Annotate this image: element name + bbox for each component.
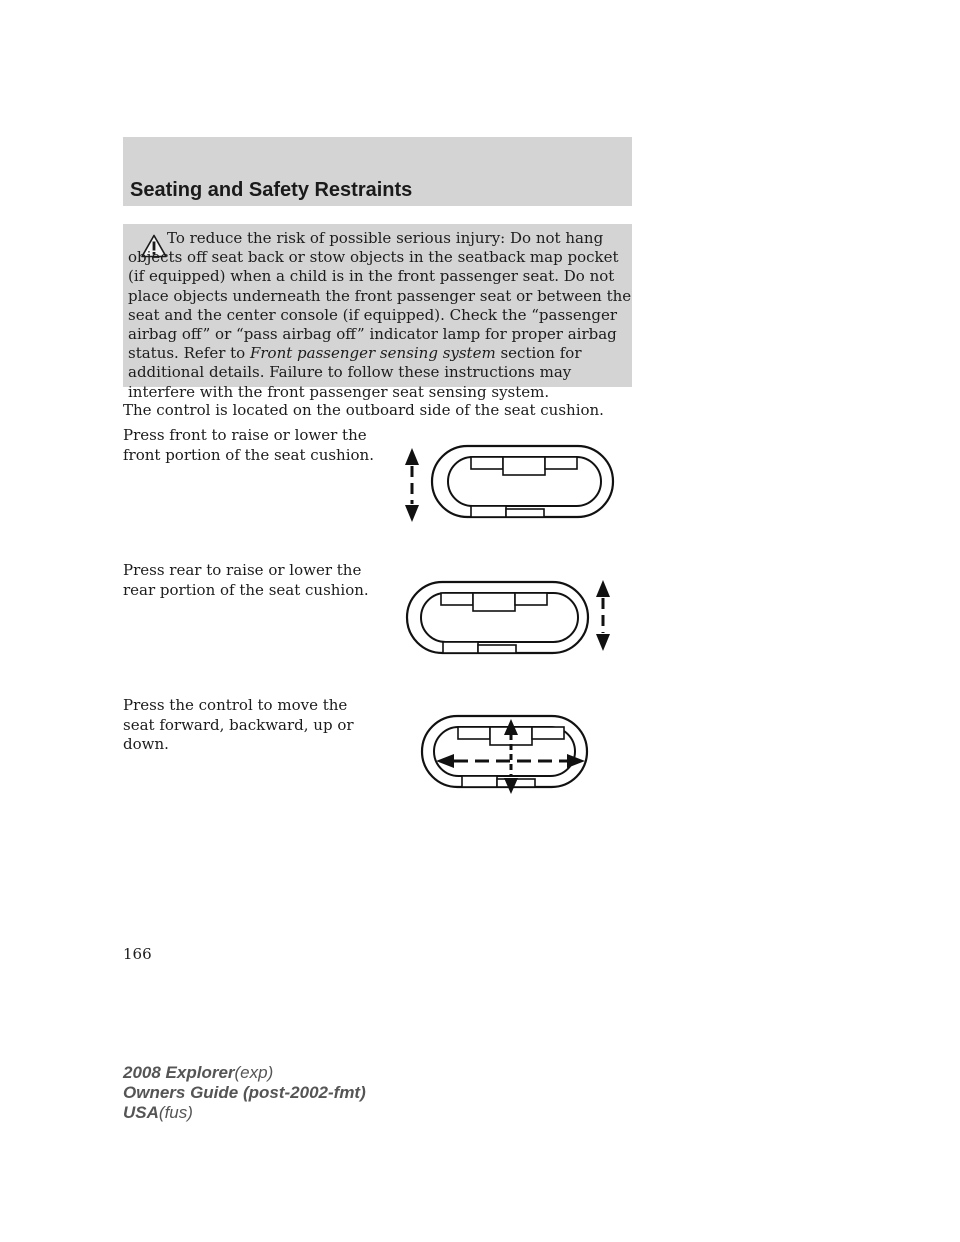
intro-paragraph: The control is located on the outboard side of the seat cushion. <box>123 401 604 419</box>
seat-movement-control-diagram <box>418 712 593 797</box>
footer-line-guide: Owners Guide (post-2002-fmt) <box>123 1083 366 1102</box>
arrow-down-icon <box>405 505 419 522</box>
front-instruction: Press front to raise or lower the front portion of the seat cushion. <box>123 426 374 464</box>
footer-line-model: 2008 Explorer(exp) <box>123 1063 274 1082</box>
front-passenger-sensing-reference: Front passenger sensing system <box>249 344 496 363</box>
warning-box <box>123 224 632 401</box>
rear-instruction: Press rear to raise or lower the rear portion of the seat cushion. <box>123 561 369 599</box>
front-cushion-control-diagram <box>400 440 620 525</box>
warning-text <box>128 229 633 402</box>
arrow-up-icon <box>596 580 610 597</box>
move-instruction: Press the control to move the seat forward, backward, up or down. <box>123 696 354 753</box>
document-footer <box>123 1063 366 1123</box>
page-number: 166 <box>123 945 152 963</box>
arrow-up-icon <box>405 448 419 465</box>
warning-text-part2: section for additional details. Failure to follow these instructions may interfere with the front passenger seat sensing system. <box>128 344 582 401</box>
section-title: Seating and Safety Restraints <box>130 179 413 201</box>
warning-text-part1: To reduce the risk of possible serious injury: Do not hang objects off seat back or stow objects in the seatback map pocket (if equipped) when a child is in the front passenger seat. Do not place objects underneath the front passenger seat or between the seat and the center console (if equipped). Check the “passenger airbag off” or “pass airbag off” indicator lamp for proper airbag status. Refer to <box>128 229 632 363</box>
rear-cushion-control-diagram <box>405 578 625 663</box>
arrow-down-icon <box>596 634 610 651</box>
footer-line-market: USA(fus) <box>123 1103 193 1122</box>
